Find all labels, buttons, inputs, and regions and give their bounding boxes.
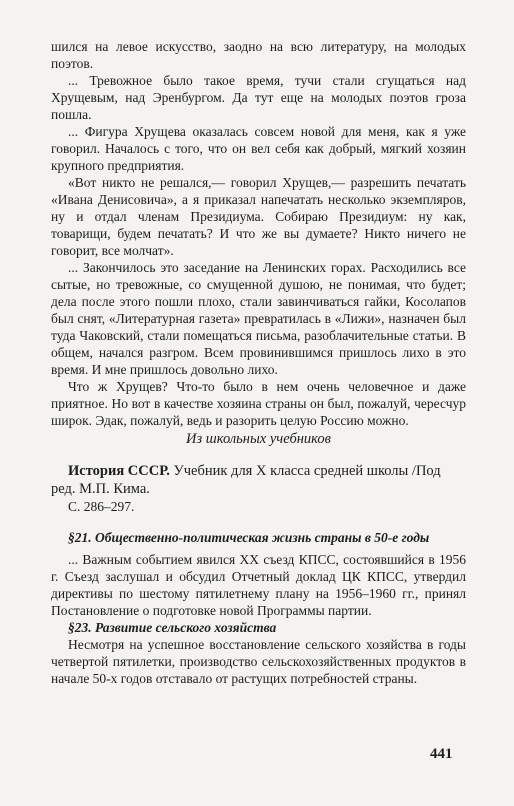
book-pages: С. 286–297. [68,499,135,514]
quote-paragraph-6: Что ж Хрущев? Что-то было в нем очень человечное и даже приятное. Но вот в качестве хозяина страны он был, пожалуй, чересчур широк. Эдак, пожалуй, ведь и разорить целую Россию можно. [51,379,466,428]
quote-paragraph-5: ... Закончилось это заседание на Ленинских горах. Расходились все сытые, но тревожные, со смущенной душою, не понимая, что будет; дела после этого пошли плохо, стали завинчиваться гайки, Косолапов был снят, «Литературная газета» превратилась в «Лижи», назначен был туда Чаковский, стали помещаться письма, разоблачительные статьи. В общем, начался разгром. Всем провинившимся пришлось лихо в это время. И мне пришлось довольно лихо. [51,260,466,377]
book-title-rest: Учебник для X класса средней школы /Под ред. М.П. Кима. [51,463,441,497]
section-title: Из школьных учебников [186,431,331,447]
section-21-text: ... Важным событием явился XX съезд КПСС, состоявшийся в 1956 г. Съезд заслушал и обсудил Отчетный доклад ЦК КПСС, утвердил директивы по шестому пятилетнему плану на 1956–1960 гг., принял Постановление о подготовке новой Программы партии. [51,552,466,618]
book-title: История СССР. [68,463,170,479]
section-23-text: Несмотря на успешное восстановление сельского хозяйства в годы четвертой пятилетки, производство сельскохозяйственных продуктов в начале 50-х годов отставало от растущих потребностей страны. [51,637,466,686]
quote-block [51,38,466,429]
quote-paragraph-3: ... Фигура Хрущева оказалась совсем новой для меня, как я уже говорил. Началось с того, что он вел себя как добрый, мягкий хозяин крупного предприятия. [51,124,466,173]
quote-paragraph-1: шился на левое искусство, заодно на всю литературу, на молодых поэтов. [51,39,466,71]
quote-paragraph-2: ... Тревожное было такое время, тучи стали сгущаться над Хрущевым, над Эренбургом. Да тут еще на молодых поэтов гроза пошла. [51,73,466,122]
section-block [51,431,466,448]
quote-paragraph-4: «Вот никто не решался,— говорил Хрущев,— разрешить печатать «Ивана Денисовича», а я приказал напечатать несколько экземпляров, ну и отдал членам Президиума. Собираю Президиум: ну как, товарищи, будем печатать? И что же вы думаете? Никто ничего не говорит, все молчат». [51,175,466,258]
book-reference [51,462,466,498]
textbook-block [51,462,466,687]
section-23-heading: §23. Развитие сельского хозяйства [68,620,277,635]
section-21-heading: §21. Общественно-политическая жизнь страны в 50-е годы [68,530,430,545]
page-number: 441 [430,746,453,762]
